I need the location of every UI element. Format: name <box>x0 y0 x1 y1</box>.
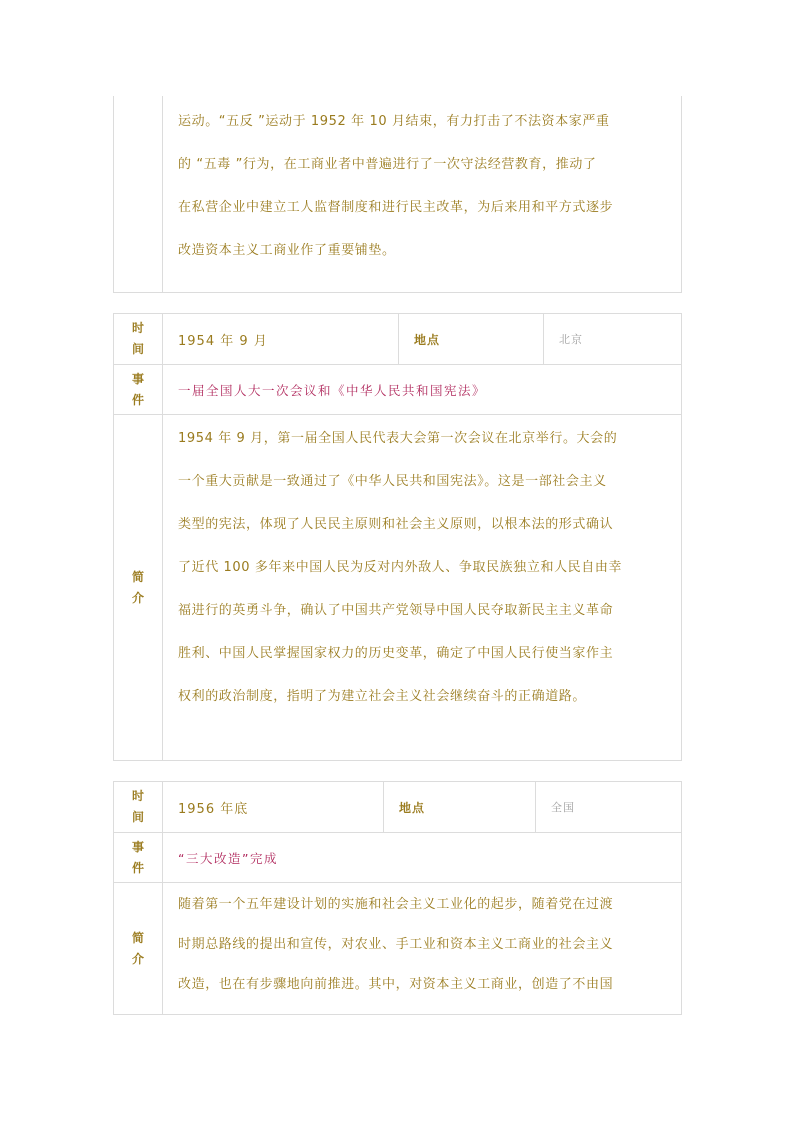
time-label: 时间 <box>114 314 163 364</box>
intro-line: 改造资本主义工商业作了重要铺垫。 <box>178 243 396 258</box>
intro-line: 一个重大贡献是一致通过了《中华人民共和国宪法》。这是一部社会主义 <box>178 474 607 489</box>
place-label: 地点 <box>399 314 544 364</box>
intro-line: 时期总路线的提出和宣传，对农业、手工业和资本主义工商业的社会主义 <box>178 937 614 952</box>
intro-line: 随着第一个五年建设计划的实施和社会主义工业化的起步，随着党在过渡 <box>178 897 614 912</box>
event-label: 事件 <box>114 833 163 882</box>
time-value: 1954 年 9 月 <box>163 314 399 364</box>
event-table-1954 <box>113 313 682 761</box>
place-value: 北京 <box>559 333 583 346</box>
intro-text <box>163 883 681 1014</box>
event-table-continued <box>113 96 682 293</box>
intro-text <box>163 96 681 292</box>
intro-line: 权利的政治制度，指明了为建立社会主义社会继续奋斗的正确道路。 <box>178 689 587 704</box>
intro-label-empty <box>114 96 163 292</box>
intro-line: 改造，也在有步骤地向前推进。其中，对资本主义工商业，创造了不由国 <box>178 977 614 992</box>
event-value: 一届全国人大一次会议和《中华人民共和国宪法》 <box>178 382 487 398</box>
place-label: 地点 <box>384 782 536 832</box>
intro-text <box>163 415 681 760</box>
intro-line: 了近代 100 多年来中国人民为反对内外敌人、争取民族独立和人民自由幸 <box>178 560 623 575</box>
intro-label: 简介 <box>114 883 163 1014</box>
time-value: 1956 年底 <box>163 782 384 832</box>
event-label: 事件 <box>114 365 163 414</box>
intro-line: 运动。“五反 ”运动于 1952 年 10 月结束，有力打击了不法资本家严重 <box>178 114 610 129</box>
intro-line: 类型的宪法，体现了人民民主原则和社会主义原则，以根本法的形式确认 <box>178 517 614 532</box>
intro-line: 1954 年 9 月，第一届全国人民代表大会第一次会议在北京举行。大会的 <box>178 431 618 446</box>
event-value: “三大改造”完成 <box>178 850 278 866</box>
intro-label: 简介 <box>114 415 163 760</box>
event-table-1956 <box>113 781 682 1015</box>
time-label: 时间 <box>114 782 163 832</box>
intro-line: 福进行的英勇斗争，确认了中国共产党领导中国人民夺取新民主主义革命 <box>178 603 614 618</box>
place-value: 全国 <box>551 801 575 814</box>
intro-line: 胜利、中国人民掌握国家权力的历史变革，确定了中国人民行使当家作主 <box>178 646 614 661</box>
intro-line: 在私营企业中建立工人监督制度和进行民主改革，为后来用和平方式逐步 <box>178 200 614 215</box>
intro-line: 的 “五毒 ”行为，在工商业者中普遍进行了一次守法经营教育，推动了 <box>178 157 597 172</box>
